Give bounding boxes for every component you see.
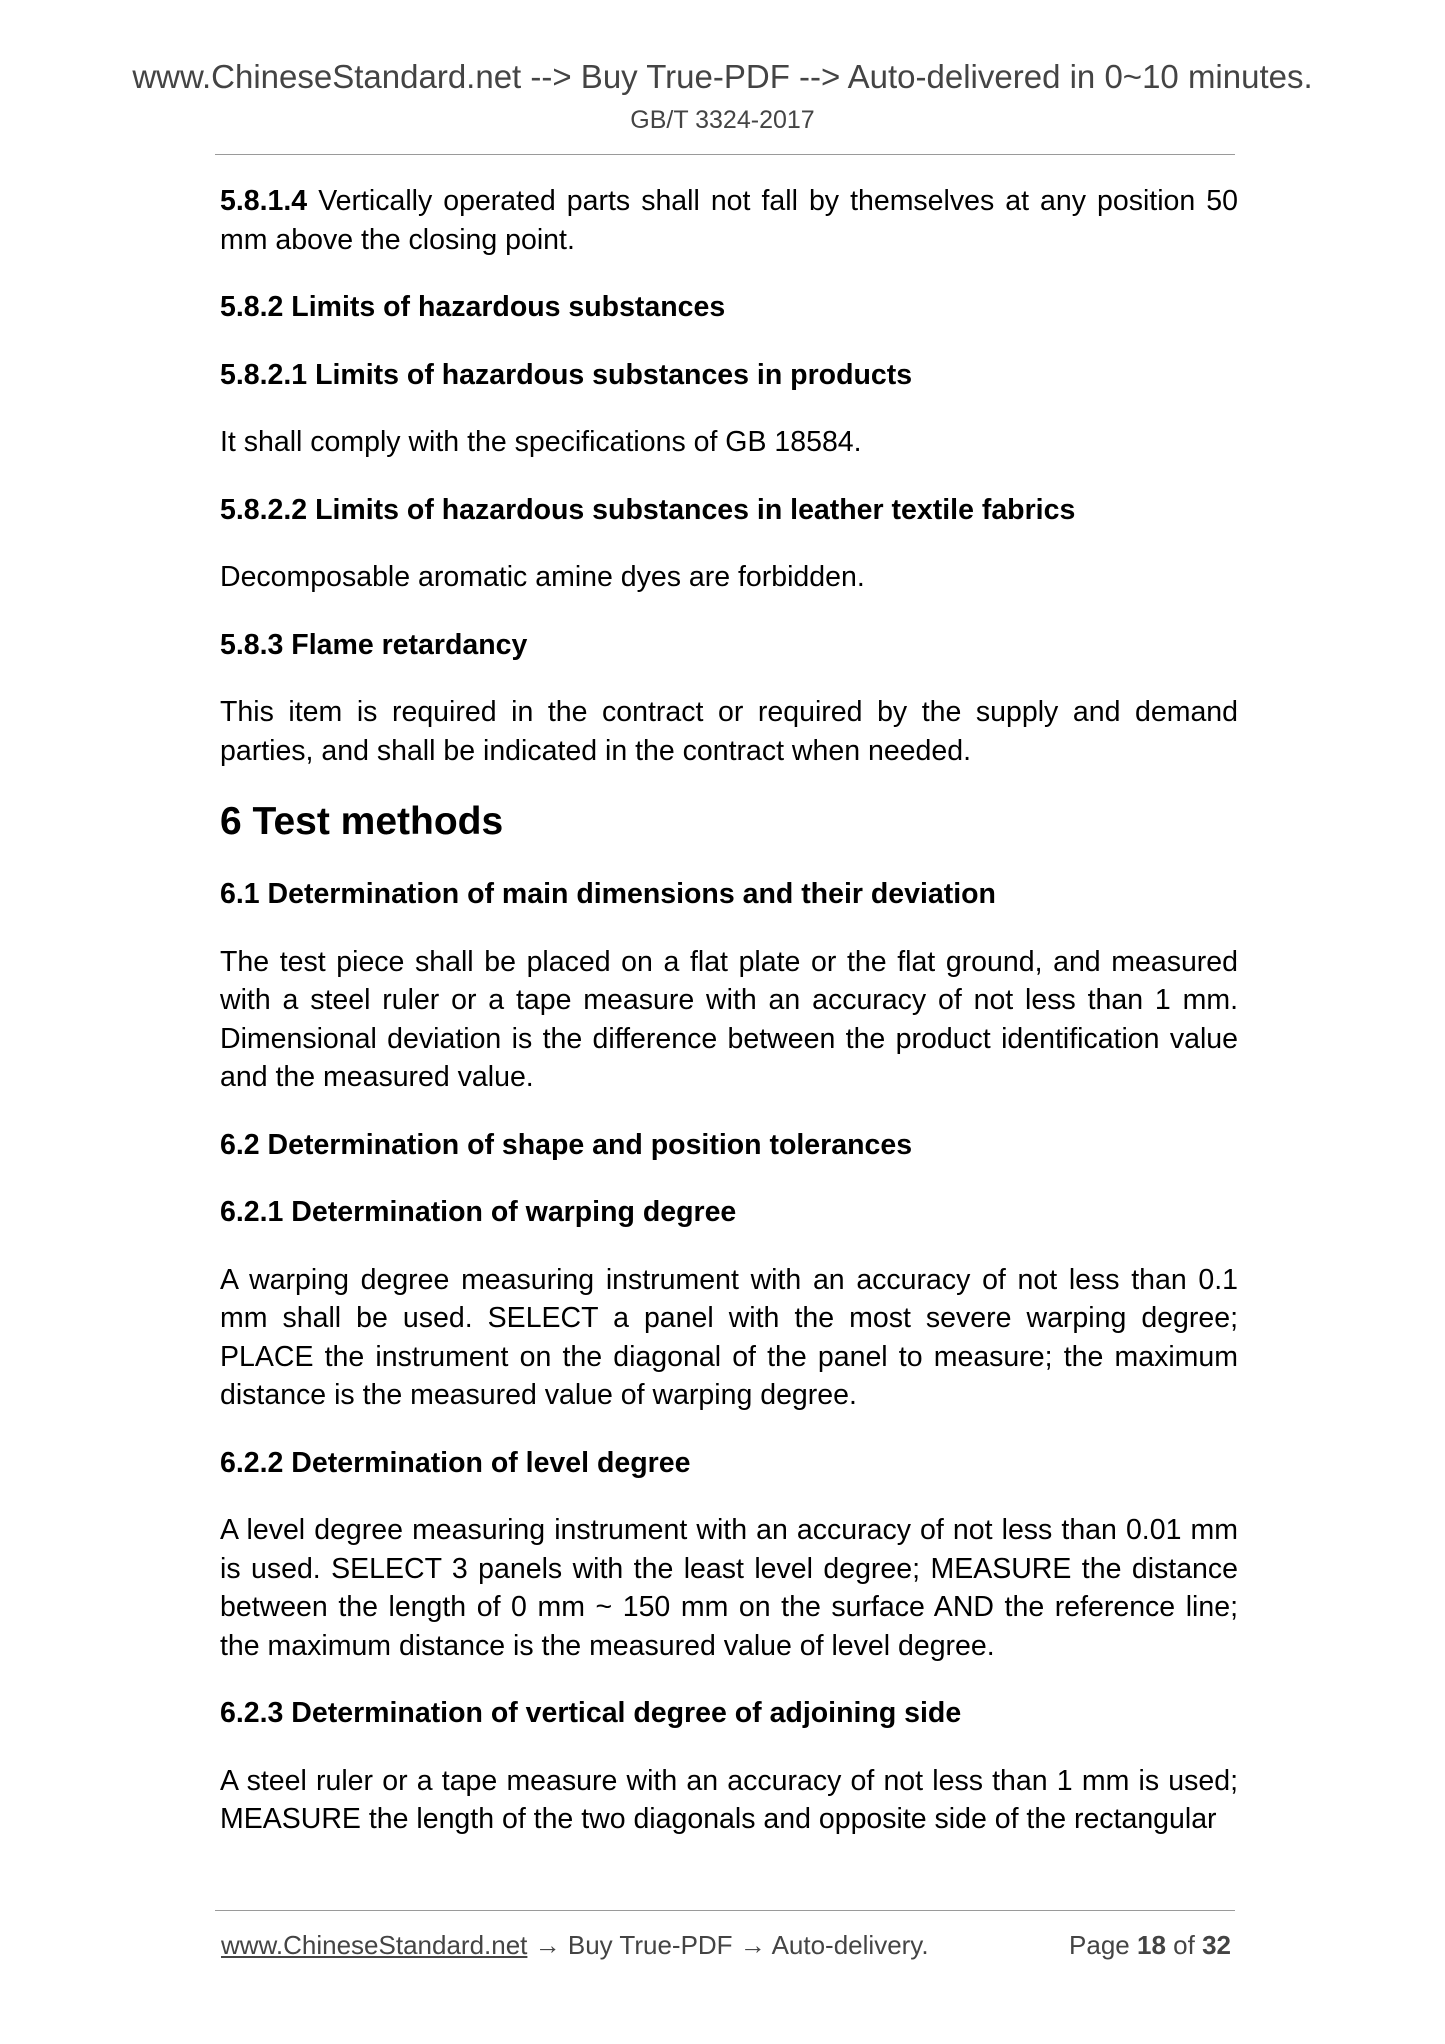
footer-divider xyxy=(215,1910,1235,1911)
heading-6-2-2: 6.2.2 Determination of level degree xyxy=(220,1446,691,1479)
page-current: 18 xyxy=(1137,1930,1166,1960)
heading-6-2: 6.2 Determination of shape and position tolerances xyxy=(220,1128,913,1161)
header-banner: www.ChineseStandard.net --> Buy True-PDF --> Auto-delivered in 0~10 minutes. xyxy=(132,58,1313,95)
page-label: Page xyxy=(1069,1930,1130,1960)
heading-6-1: 6.1 Determination of main dimensions and their deviation xyxy=(220,878,996,910)
clause-5-8-1-4 xyxy=(220,182,1238,259)
footer xyxy=(221,1930,1231,1961)
document-body xyxy=(220,182,1238,1868)
clause-text: Vertically operated parts shall not fall by themselves at any position 50 mm above the closing point. xyxy=(220,185,1238,256)
footer-site-link[interactable]: www.ChineseStandard.net xyxy=(221,1930,528,1960)
header-divider xyxy=(215,154,1235,155)
heading-5-8-2-2: 5.8.2.2 Limits of hazardous substances in leather textile fabrics xyxy=(220,493,1076,526)
standard-number: GB/T 3324-2017 xyxy=(630,106,815,134)
clause-number: 5.8.1.4 xyxy=(220,185,308,217)
paragraph-6-1: The test piece shall be placed on a flat plate or the flat ground, and measured with a steel ruler or a tape measure with an accuracy of not less than 1 mm. Dimensional deviation is the difference between the product identification value and the measured value. xyxy=(220,945,1238,1093)
paragraph-5-8-2-2: Decomposable aromatic amine dyes are forbidden. xyxy=(220,561,865,593)
heading-6-2-1: 6.2.1 Determination of warping degree xyxy=(220,1196,737,1228)
paragraph-6-2-1: A warping degree measuring instrument with an accuracy of not less than 0.1 mm shall be used. SELECT a panel with the most severe warping degree; PLACE the instrument on the diagonal of the panel to measure; the maximum distance is the measured value of warping degree. xyxy=(220,1263,1238,1411)
paragraph-6-2-2: A level degree measuring instrument with an accuracy of not less than 0.01 mm is used. SELECT 3 panels with the least level degree; MEASURE the distance between the length of 0 mm ~ 150 mm on the surface AND the reference line; the maximum distance is the measured value of level degree. xyxy=(220,1514,1238,1662)
of-label: of xyxy=(1173,1930,1195,1960)
footer-tagline: → Buy True-PDF → Auto-delivery. xyxy=(527,1930,929,1960)
heading-5-8-2: 5.8.2 Limits of hazardous substances xyxy=(220,291,726,323)
section-heading-6: 6 Test methods xyxy=(220,800,504,843)
paragraph-6-2-3: A steel ruler or a tape measure with an accuracy of not less than 1 mm is used; MEASURE the length of the two diagonals and opposite side of the rectangular xyxy=(220,1764,1238,1835)
heading-5-8-2-1: 5.8.2.1 Limits of hazardous substances in products xyxy=(220,358,913,391)
paragraph-5-8-3: This item is required in the contract or required by the supply and demand parties, and shall be indicated in the contract when needed. xyxy=(220,696,1238,767)
heading-5-8-3: 5.8.3 Flame retardancy xyxy=(220,628,528,661)
paragraph-5-8-2-1: It shall comply with the specifications of GB 18584. xyxy=(220,426,862,458)
page-indicator xyxy=(1069,1930,1231,1961)
page-total: 32 xyxy=(1202,1930,1231,1960)
heading-6-2-3: 6.2.3 Determination of vertical degree of adjoining side xyxy=(220,1697,962,1729)
